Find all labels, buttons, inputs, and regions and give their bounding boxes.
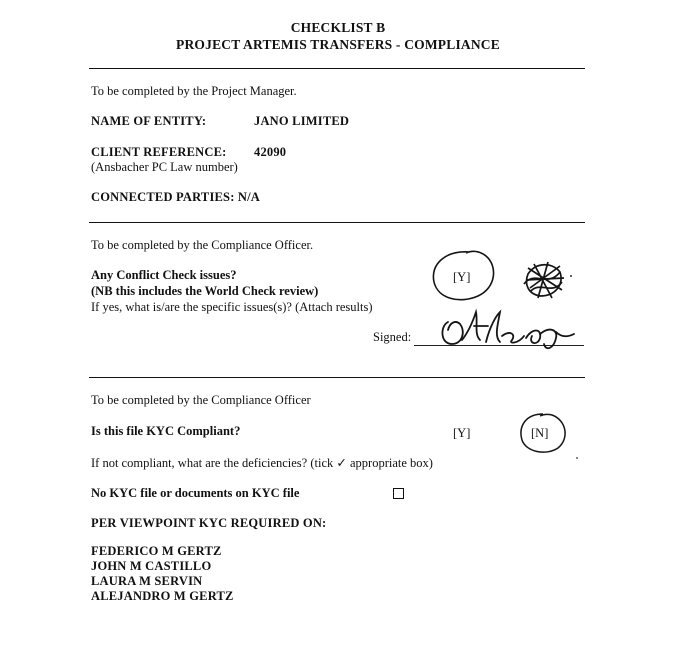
scribble-mark [524,262,564,298]
kyc-option-no: [N] [531,426,549,440]
stray-mark [570,275,572,277]
deficiency-suffix: appropriate box) [350,456,433,470]
deficiency-prefix: If not compliant, what are the deficiencies? (tick [91,456,334,470]
conflict-option-yes: [Y] [453,270,471,284]
kyc-person-name: ALEJANDRO M GERTZ [91,589,234,603]
viewpoint-heading: PER VIEWPOINT KYC REQUIRED ON: [91,516,327,530]
no-kyc-label: No KYC file or documents on KYC file [91,486,300,500]
kyc-option-yes: [Y] [453,426,471,440]
stray-mark [576,457,578,459]
kyc-instruction: To be completed by the Compliance Officer [91,393,311,407]
conflict-instruction: To be completed by the Compliance Officer. [91,238,314,252]
entity-value: JANO LIMITED [254,114,350,128]
signature-mark [442,312,574,348]
tick-icon: ✓ [336,456,347,470]
client-ref-value: 42090 [254,145,287,159]
entity-label: NAME OF ENTITY: [91,114,207,128]
kyc-person-name: LAURA M SERVIN [91,574,203,588]
client-ref-label: CLIENT REFERENCE: [91,145,227,159]
connected-parties: CONNECTED PARTIES: N/A [91,190,261,204]
checklist-title: CHECKLIST B [290,20,386,35]
conflict-yes-circle-mark [433,251,493,299]
kyc-no-circle-mark [521,414,565,452]
kyc-person-name: JOHN M CASTILLO [91,559,212,573]
kyc-question: Is this file KYC Compliant? [91,424,241,438]
conflict-followup: If yes, what is/are the specific issues(s)? (Attach results) [91,300,373,314]
client-ref-note: (Ansbacher PC Law number) [91,160,238,174]
signed-label: Signed: [373,330,412,344]
kyc-person-name: FEDERICO M GERTZ [91,544,222,558]
pm-instruction: To be completed by the Project Manager. [91,84,297,98]
conflict-question: Any Conflict Check issues? [91,268,237,282]
conflict-question-note: (NB this includes the World Check review) [91,284,319,298]
checklist-subtitle: PROJECT ARTEMIS TRANSFERS - COMPLIANCE [176,37,500,52]
